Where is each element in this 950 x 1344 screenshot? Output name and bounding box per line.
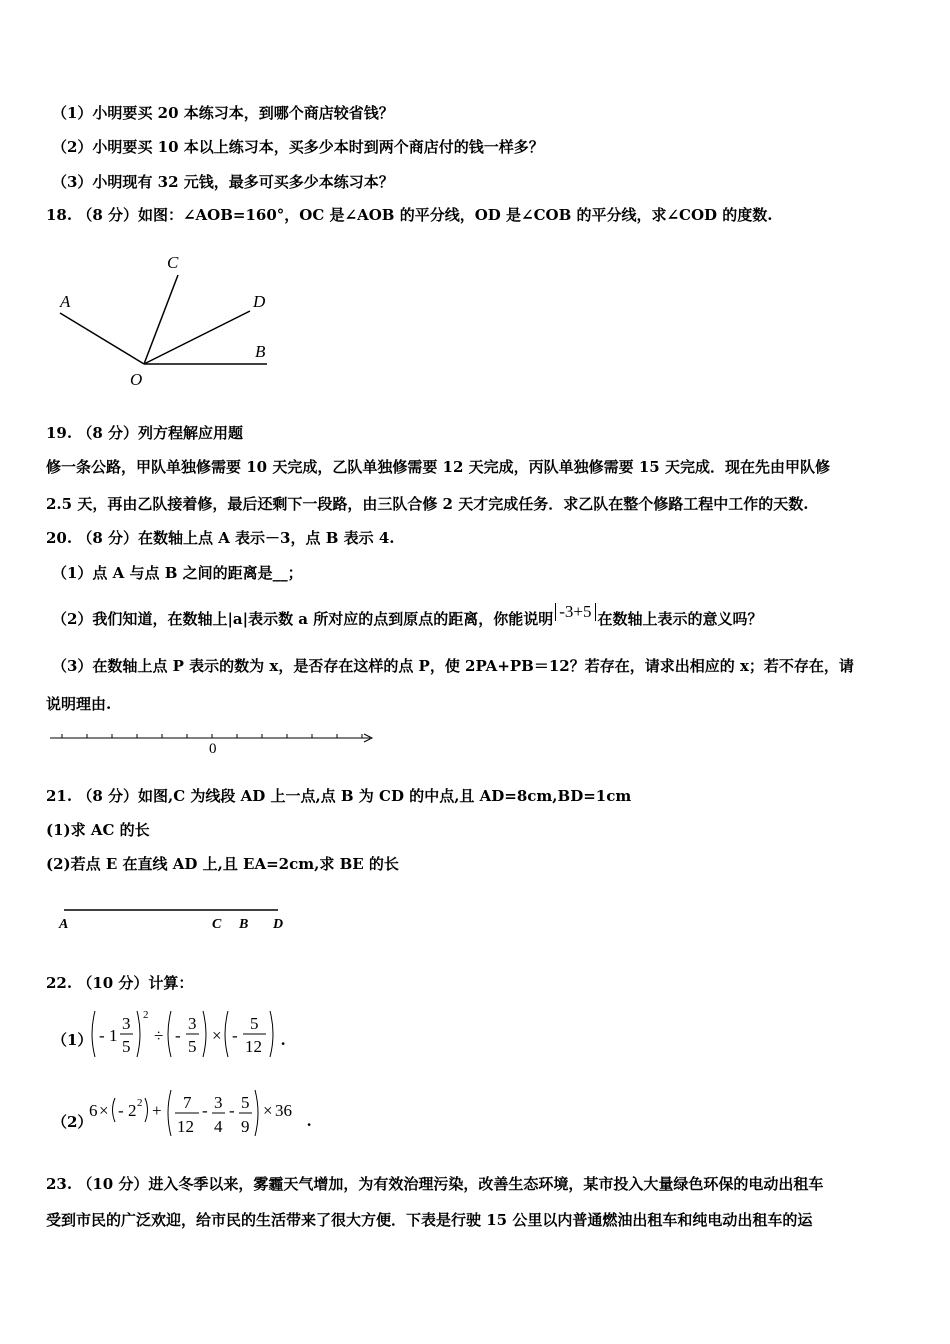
q23-line2: 受到市民的广泛欢迎，给市民的生活带来了很大方便．下表是行驶 15 公里以内普通燃油出租车和纯电动出租车的运 <box>46 1211 813 1229</box>
q18-angle-figure <box>50 245 290 395</box>
svg-text:-: - <box>175 1026 181 1045</box>
q20-part3-line1: （3）在数轴上点 P 表示的数为 x，是否存在这样的点 P，使 2PA+PB＝12？若存在，请求出相应的 x；若不存在，请 <box>52 657 854 675</box>
q21-part1: (1)求 AC 的长 <box>46 821 150 839</box>
label-c: C <box>167 253 179 272</box>
q19-title: 19. （8 分）列方程解应用题 <box>46 424 243 442</box>
q17-part3: （3）小明现有 32 元钱，最多可买多少本练习本？ <box>52 173 394 191</box>
q22-expression1 <box>85 1005 305 1063</box>
q20-part1: （1）点 A 与点 B 之间的距离是__； <box>52 564 303 582</box>
q17-part1: （1）小明要买 20 本练习本，到哪个商店较省钱？ <box>52 104 394 122</box>
q19-line2: 2.5 天，再由乙队接着修，最后还剩下一段路，由三队合修 2 天才完成任务．求乙队在整个修路工程中工作的天数. <box>46 495 809 513</box>
svg-text:1: 1 <box>109 1026 118 1045</box>
segment-figure <box>52 900 302 936</box>
svg-text:3: 3 <box>214 1093 223 1112</box>
q21-part2: (2)若点 E 在直线 AD 上,且 EA=2cm,求 BE 的长 <box>46 855 399 873</box>
svg-text:.: . <box>307 1111 312 1130</box>
number-line <box>46 726 381 758</box>
q20-part2-after: 在数轴上表示的意义吗？ <box>597 610 763 628</box>
origin-label: 0 <box>209 741 217 757</box>
svg-text:2: 2 <box>143 1009 149 1021</box>
svg-text:4: 4 <box>214 1117 223 1136</box>
label-b: B <box>255 342 266 361</box>
svg-text:-: - <box>118 1101 124 1120</box>
label-d: D <box>253 292 266 311</box>
ray-oc <box>144 275 178 364</box>
svg-text:7: 7 <box>183 1093 192 1112</box>
svg-text:5: 5 <box>241 1093 250 1112</box>
q22-part1-label: （1） <box>52 1031 93 1049</box>
svg-text:3: 3 <box>188 1014 197 1033</box>
q19-line1: 修一条公路，甲队单独修需要 10 天完成，乙队单独修需要 12 天完成，丙队单独修需要 15 天完成．现在先由甲队修 <box>46 458 830 476</box>
label-a: A <box>60 292 71 311</box>
seg-label-b: B <box>239 917 249 932</box>
svg-text:9: 9 <box>241 1117 250 1136</box>
seg-label-a: A <box>59 917 69 932</box>
svg-text:-: - <box>202 1101 208 1120</box>
q22-part2-label: （2） <box>52 1113 93 1131</box>
svg-text:6: 6 <box>89 1101 98 1120</box>
q20-title: 20. （8 分）在数轴上点 A 表示－3，点 B 表示 4. <box>46 529 395 547</box>
svg-text:÷: ÷ <box>154 1026 164 1045</box>
svg-text:2: 2 <box>128 1101 137 1120</box>
svg-text:-: - <box>99 1026 105 1045</box>
q22-title: 22. （10 分）计算： <box>46 974 194 992</box>
svg-text:2: 2 <box>137 1097 143 1109</box>
ray-oa <box>60 313 144 364</box>
seg-label-d: D <box>273 917 284 932</box>
q20-part3-line2: 说明理由. <box>46 695 112 713</box>
svg-text:×: × <box>212 1026 222 1045</box>
svg-text:5: 5 <box>122 1037 131 1056</box>
q23-line1: 23. （10 分）进入冬季以来，雾霾天气增加，为有效治理污染，改善生态环境，某市投入大量绿色环保的电动出租车 <box>46 1175 824 1193</box>
svg-text:36: 36 <box>275 1101 292 1120</box>
svg-text:12: 12 <box>245 1037 262 1056</box>
abs-expression: -3+5 <box>555 603 595 621</box>
svg-text:×: × <box>263 1101 273 1120</box>
svg-text:.: . <box>281 1030 286 1049</box>
q20-part2 <box>52 602 763 629</box>
q22-expression2 <box>85 1084 325 1144</box>
label-o: O <box>130 370 143 389</box>
q18-text: 18. （8 分）如图：∠AOB=160°，OC 是∠AOB 的平分线，OD 是∠COB 的平分线，求∠COD 的度数. <box>46 206 773 224</box>
svg-text:+: + <box>152 1101 162 1120</box>
svg-text:12: 12 <box>177 1117 194 1136</box>
svg-text:-: - <box>229 1101 235 1120</box>
svg-text:-: - <box>232 1026 238 1045</box>
seg-label-c: C <box>212 917 222 932</box>
svg-text:5: 5 <box>250 1014 259 1033</box>
ray-od <box>144 311 250 364</box>
q20-part2-before: （2）我们知道，在数轴上|a|表示数 a 所对应的点到原点的距离，你能说明 <box>52 610 554 628</box>
svg-text:×: × <box>99 1101 109 1120</box>
q21-title: 21. （8 分）如图,C 为线段 AD 上一点,点 B 为 CD 的中点,且 AD=8cm,BD=1cm <box>46 787 632 805</box>
svg-text:5: 5 <box>188 1037 197 1056</box>
q17-part2: （2）小明要买 10 本以上练习本，买多少本时到两个商店付的钱一样多？ <box>52 138 544 156</box>
svg-text:3: 3 <box>122 1014 131 1033</box>
